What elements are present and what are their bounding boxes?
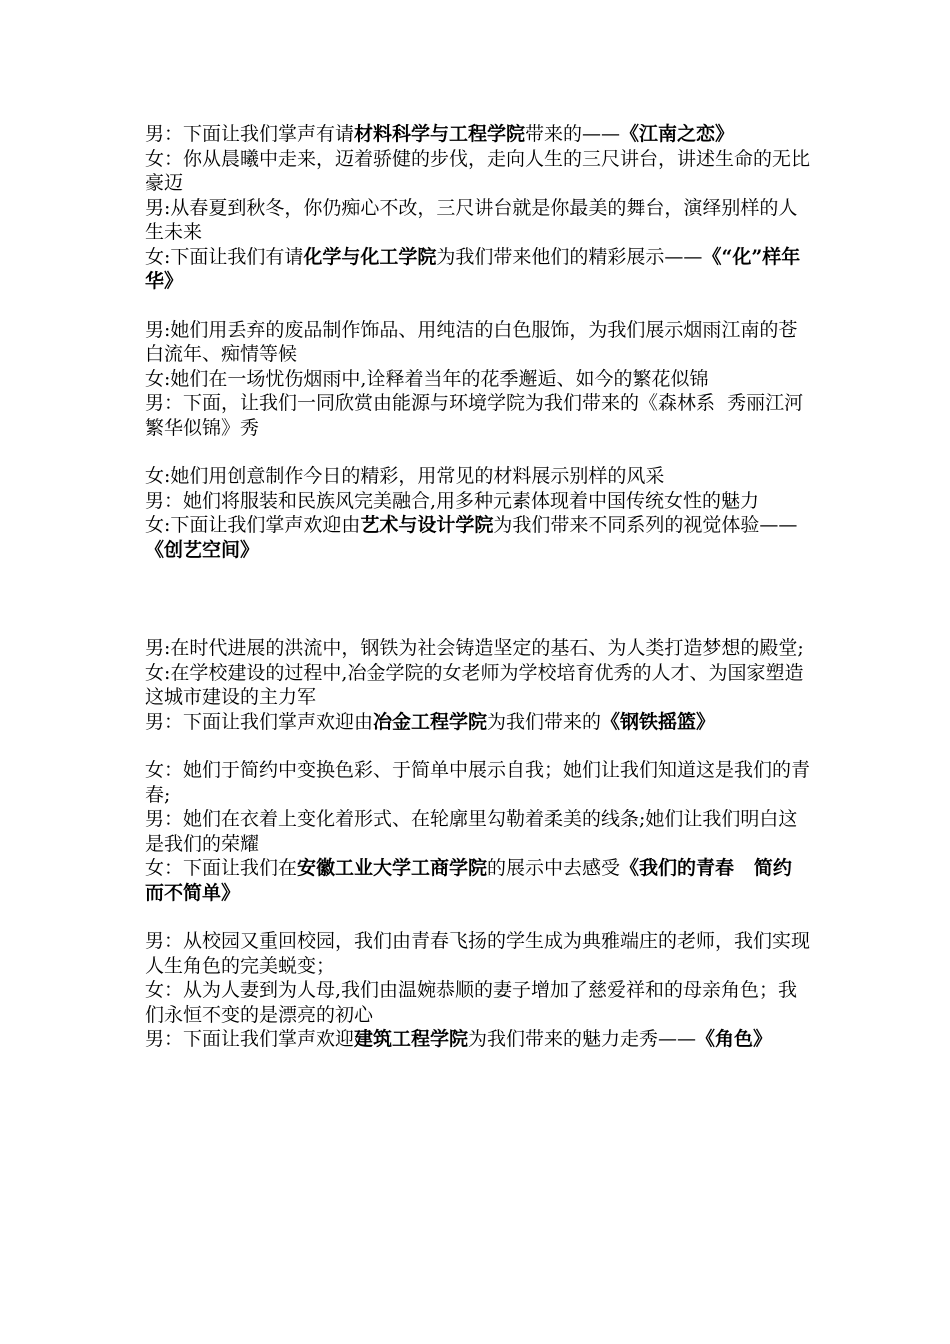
script-line xyxy=(145,636,810,661)
script-line xyxy=(145,391,816,440)
script-block xyxy=(145,929,810,1052)
script-line xyxy=(145,929,810,978)
college-name: 化学与化工学院 xyxy=(303,245,437,268)
line-text: 男：她们在衣着上变化着形式、在轮廓里勾勒着柔美的线条;她们让我们明白这是我们的荣耀 xyxy=(145,808,798,855)
line-text: 为我们带来的魅力走秀—— xyxy=(468,1028,697,1050)
line-text: 的展示中去感受 xyxy=(487,857,621,879)
script-line xyxy=(145,661,810,710)
blank-line xyxy=(145,440,810,464)
line-text: 女:下面让我们有请 xyxy=(145,245,304,268)
script-line xyxy=(145,513,810,562)
show-title: 《角色》 xyxy=(696,1028,773,1050)
line-text: 男:她们用丢弃的废品制作饰品、用纯洁的白色服饰，为我们展示烟雨江南的苍白流年、痴情等候 xyxy=(145,318,798,365)
line-text: 女：你从晨曦中走来，迈着骄健的步伐，走向人生的三尺讲台，讲述生命的无比豪迈 xyxy=(145,147,811,194)
line-text: 女:下面让我们掌声欢迎由 xyxy=(145,514,361,536)
line-text: 男：她们将服装和民族风完美融合,用多种元素体现着中国传统女性的魅力 xyxy=(145,489,760,512)
college-name: 冶金工程学院 xyxy=(373,710,488,733)
script-line xyxy=(145,710,810,735)
script-line xyxy=(145,245,810,294)
line-text: 女：从为人妻到为人母,我们由温婉恭顺的妻子增加了慈爱祥和的母亲角色；我们永恒不变的是漂亮的初心 xyxy=(145,979,798,1026)
line-text: 女：下面让我们在 xyxy=(145,857,298,879)
line-text: 男：从校园又重回校园，我们由青春飞扬的学生成为典雅端庄的老师，我们实现人生角色的完美蜕变； xyxy=(145,930,811,977)
college-name: 安徽工业大学工商学院 xyxy=(297,857,488,879)
script-line xyxy=(145,464,810,489)
script-block xyxy=(145,122,810,294)
line-text: 男:在时代进展的洪流中，钢铁为社会铸造坚定的基石、为人类打造梦想的殿堂; xyxy=(145,637,804,659)
script-line xyxy=(145,318,810,367)
script-line xyxy=(145,147,810,196)
show-title: 《江南之恋》 xyxy=(620,123,735,145)
line-text: 女:她们在一场忧伤烟雨中,诠释着当年的花季邂逅、如今的繁花似锦 xyxy=(145,367,709,390)
blank-lines xyxy=(145,562,810,636)
line-text: 为我们带来的 xyxy=(487,710,602,733)
script-line xyxy=(145,196,810,245)
script-line xyxy=(145,978,810,1027)
script-line xyxy=(145,367,810,392)
script-line xyxy=(145,1027,810,1052)
script-line xyxy=(145,758,810,807)
blank-line xyxy=(145,905,810,929)
blank-line xyxy=(145,294,810,318)
line-text: 为我们带来不同系列的视觉体验—— xyxy=(493,514,798,536)
script-line xyxy=(145,122,810,147)
document-page xyxy=(145,122,816,1052)
line-text: 男:从春夏到秋冬，你仍痴心不改，三尺讲台就是你最美的舞台，演绎别样的人生未来 xyxy=(145,196,798,243)
script-line xyxy=(145,856,810,905)
script-line xyxy=(145,489,810,514)
college-name: 艺术与设计学院 xyxy=(360,514,494,536)
blank-line xyxy=(145,734,810,758)
line-text: 男：下面，让我们一同欣赏由能源与环境学院为我们带来的《森林系 秀丽江河 繁华似锦》秀 xyxy=(145,392,816,439)
line-text: 为我们带来他们的精彩展示—— xyxy=(436,245,703,268)
line-text: 女:她们用创意制作今日的精彩，用常见的材料展示别样的风采 xyxy=(145,465,665,487)
script-block xyxy=(145,464,810,562)
show-title: 《“化”样年华》 xyxy=(145,245,801,292)
line-text: 男：下面让我们掌声有请 xyxy=(145,123,355,145)
script-block xyxy=(145,318,816,441)
script-block xyxy=(145,636,810,734)
script-block xyxy=(145,758,810,905)
line-text: 男：下面让我们掌声欢迎 xyxy=(145,1028,355,1050)
show-title: 《我们的青春 简约而不简单》 xyxy=(145,857,792,904)
college-name: 材料科学与工程学院 xyxy=(354,123,526,145)
script-line xyxy=(145,807,810,856)
show-title: 《钢铁摇篮》 xyxy=(601,710,716,733)
line-text: 男：下面让我们掌声欢迎由 xyxy=(145,710,374,733)
line-text: 女:在学校建设的过程中,冶金学院的女老师为学校培育优秀的人才、为国家塑造这城市建设的主力军 xyxy=(145,661,804,708)
line-text: 女：她们于简约中变换色彩、于简单中展示自我；她们让我们知道这是我们的青春; xyxy=(145,759,811,806)
show-title: 《创艺空间》 xyxy=(145,538,260,561)
college-name: 建筑工程学院 xyxy=(354,1028,469,1050)
line-text: 带来的—— xyxy=(525,123,621,145)
